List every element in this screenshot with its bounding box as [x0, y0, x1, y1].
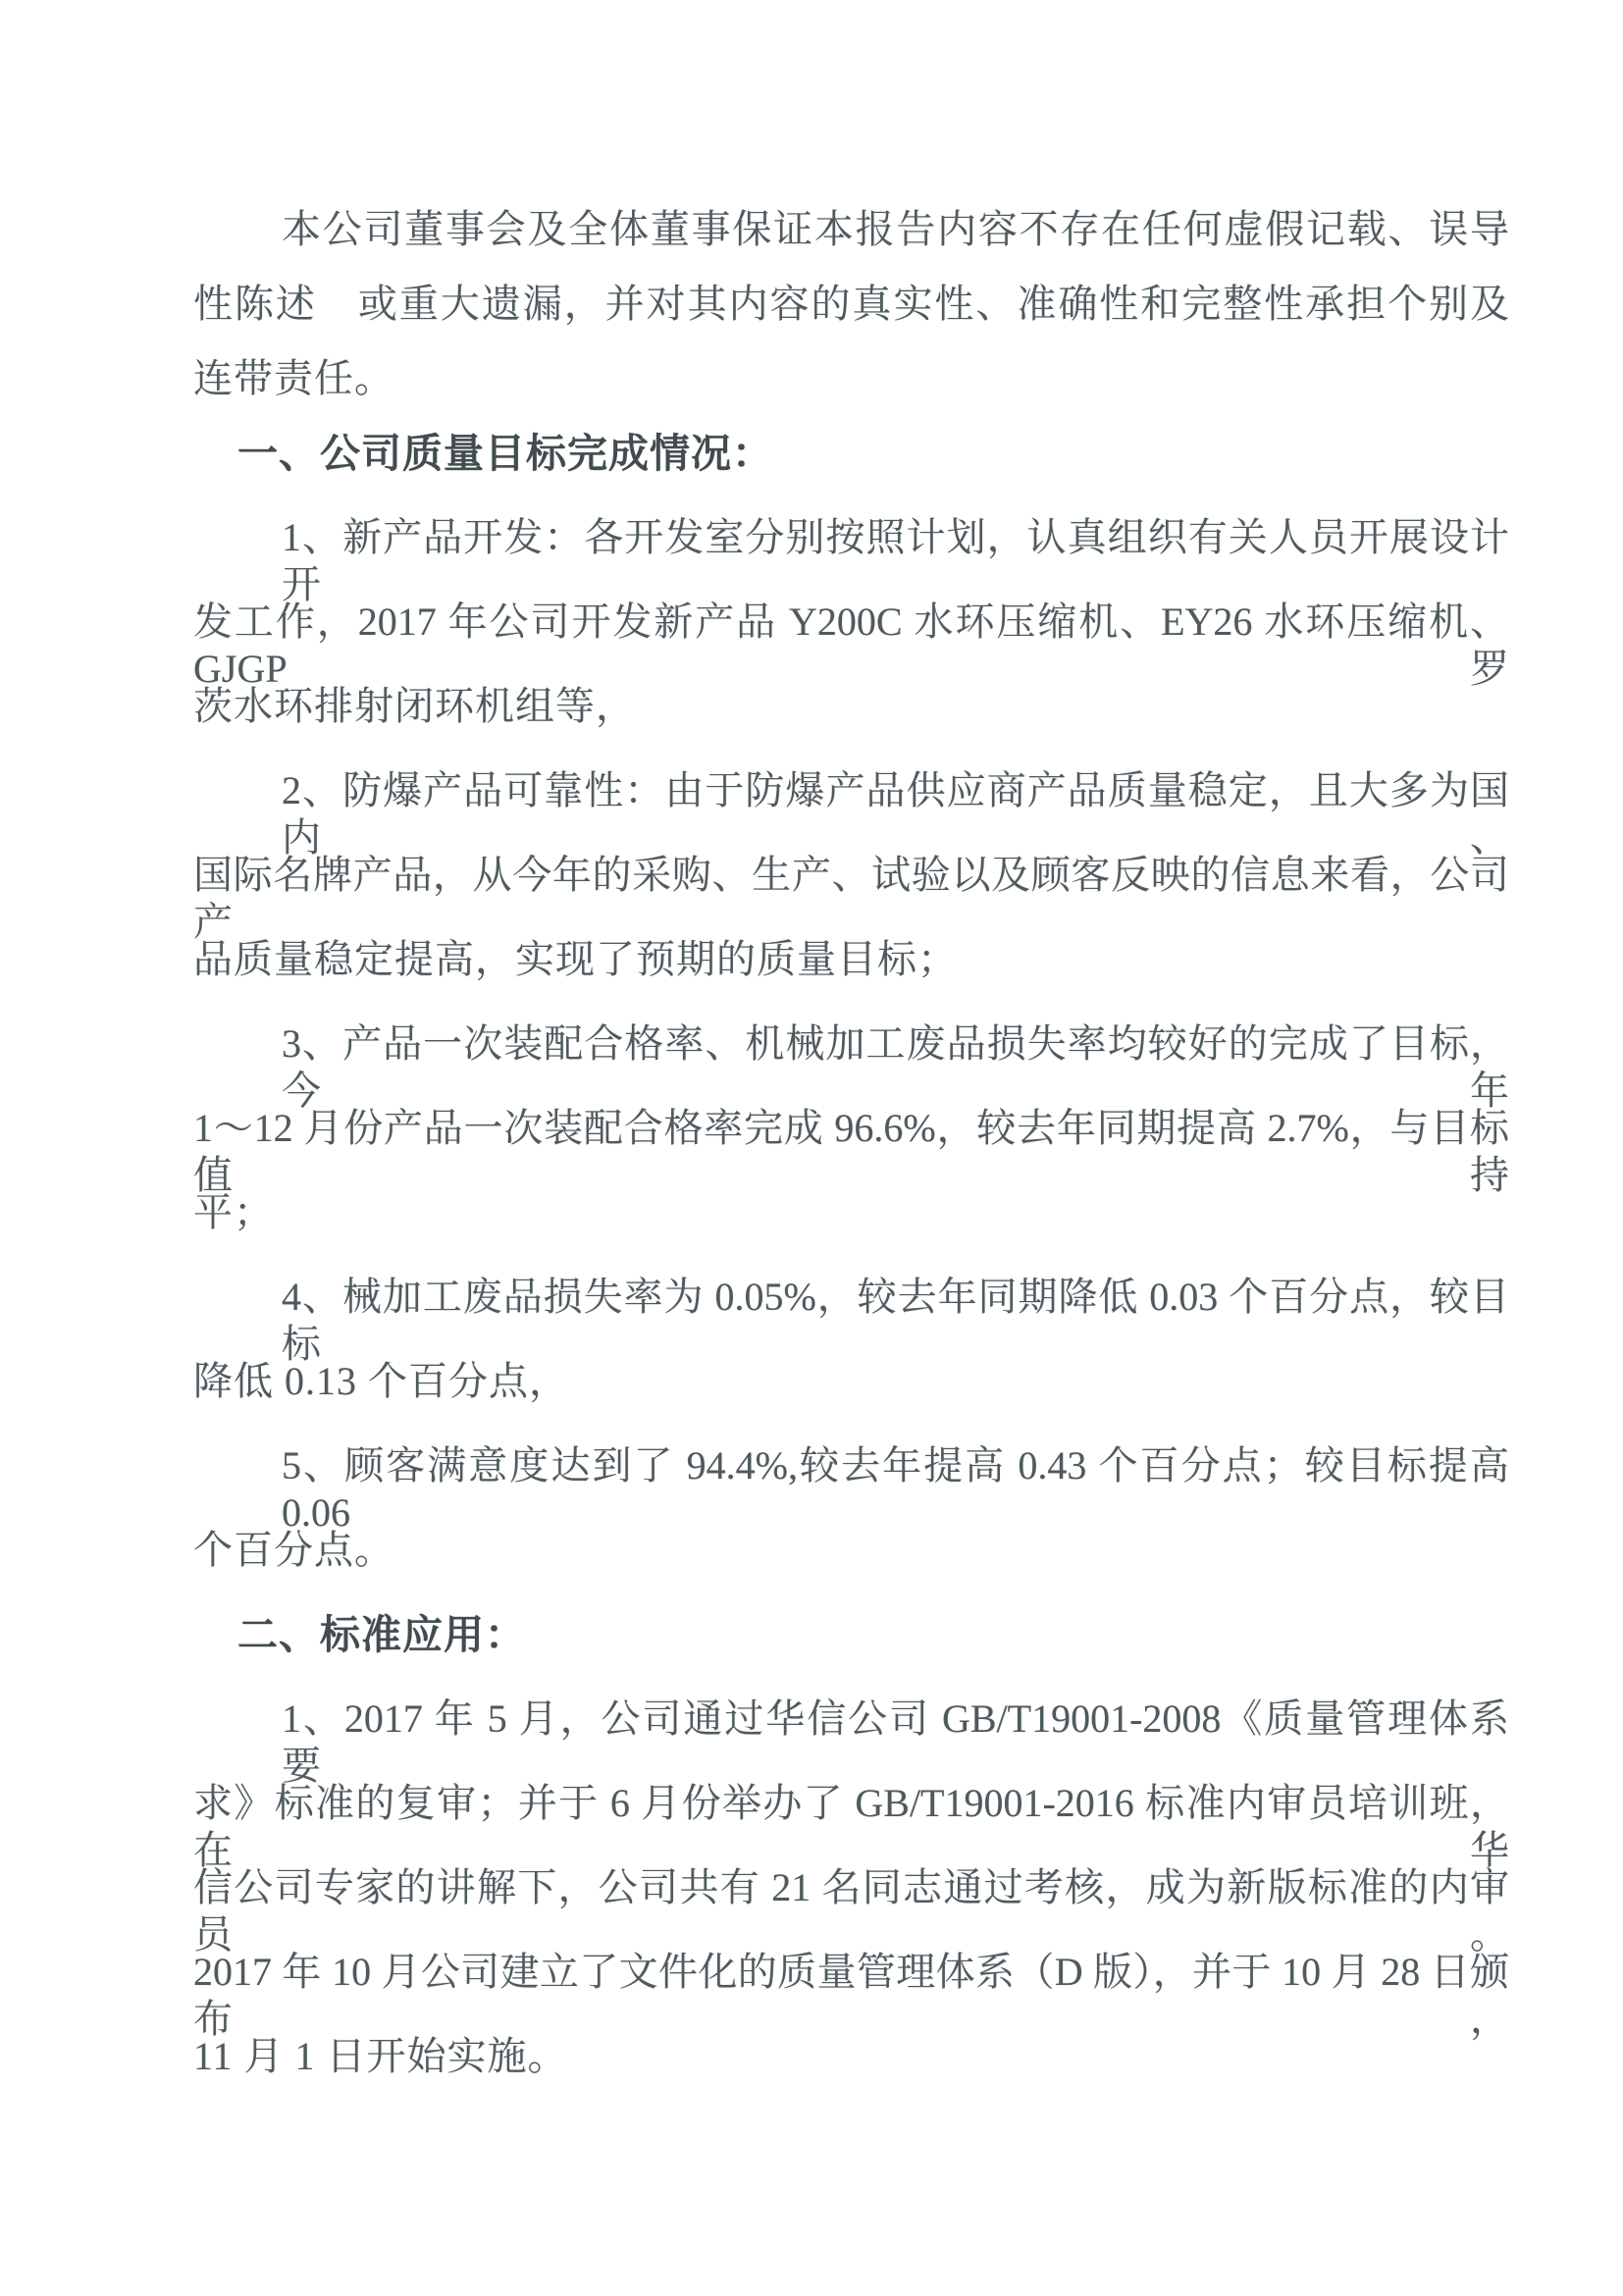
text-line: 降低 0.13 个百分点， [193, 1359, 569, 1403]
text-line: 1～12 月份产品一次装配合格率完成 96.6%，较去年同期提高 2.7%，与目标值持 [193, 1106, 1509, 1197]
section-heading: 一、公司质量目标完成情况： [237, 431, 773, 476]
document-lines [193, 206, 1548, 2117]
text-line: 4、械加工废品损失率为 0.05%，较去年同期降低 0.03 个百分点，较目标 [282, 1275, 1509, 1366]
text-line: 本公司董事会及全体董事保证本报告内容不存在任何虚假记载、误导 [282, 207, 1509, 251]
text-line: 1、新产品开发：各开发室分别按照计划，认真组织有关人员开展设计开 [282, 515, 1509, 606]
text-line: 信公司专家的讲解下，公司共有 21 名同志通过考核，成为新版标准的内审员。 [193, 1865, 1509, 1957]
text-line: 1、2017 年 5 月，公司通过华信公司 GB/T19001-2008《质量管理体系 要 [282, 1696, 1548, 1788]
text-line: 5、顾客满意度达到了 94.4%,较去年提高 0.43 个百分点；较目标提高 0.06 [282, 1443, 1509, 1535]
text-line: 求》标准的复审；并于 6 月份举办了 GB/T19001-2016 标准内审员培训班，在华 [193, 1781, 1509, 1872]
section-heading: 二、标准应用： [237, 1612, 526, 1657]
text-line: 国际名牌产品，从今年的采购、生产、试验以及顾客反映的信息来看，公司产 [193, 853, 1509, 944]
text-line: 平； [193, 1190, 274, 1234]
text-line: 茨水环排射闭环机组等， [193, 684, 636, 728]
text-line: 2017 年 10 月公司建立了文件化的质量管理体系（D 版），并于 10 月 28 日颁布， [193, 1950, 1509, 2041]
text-line: 连带责任。 [193, 356, 394, 400]
text-line: 11 月 1 日开始实施。 [193, 2034, 568, 2078]
text-line: 发工作，2017 年公司开发新产品 Y200C 水环压缩机、EY26 水环压缩机、GJGP 罗 [193, 600, 1509, 691]
text-line: 2、防爆产品可靠性：由于防爆产品供应商产品质量稳定，且大多为国内、 [282, 768, 1509, 860]
text-line: 个百分点。 [193, 1528, 394, 1572]
text-line: 性陈述 或重大遗漏，并对其内容的真实性、准确性和完整性承担个别及 [193, 282, 1509, 326]
text-line: 3、产品一次装配合格率、机械加工废品损失率均较好的完成了目标，今年 [282, 1021, 1509, 1113]
text-line: 品质量稳定提高，实现了预期的质量目标； [193, 937, 958, 981]
